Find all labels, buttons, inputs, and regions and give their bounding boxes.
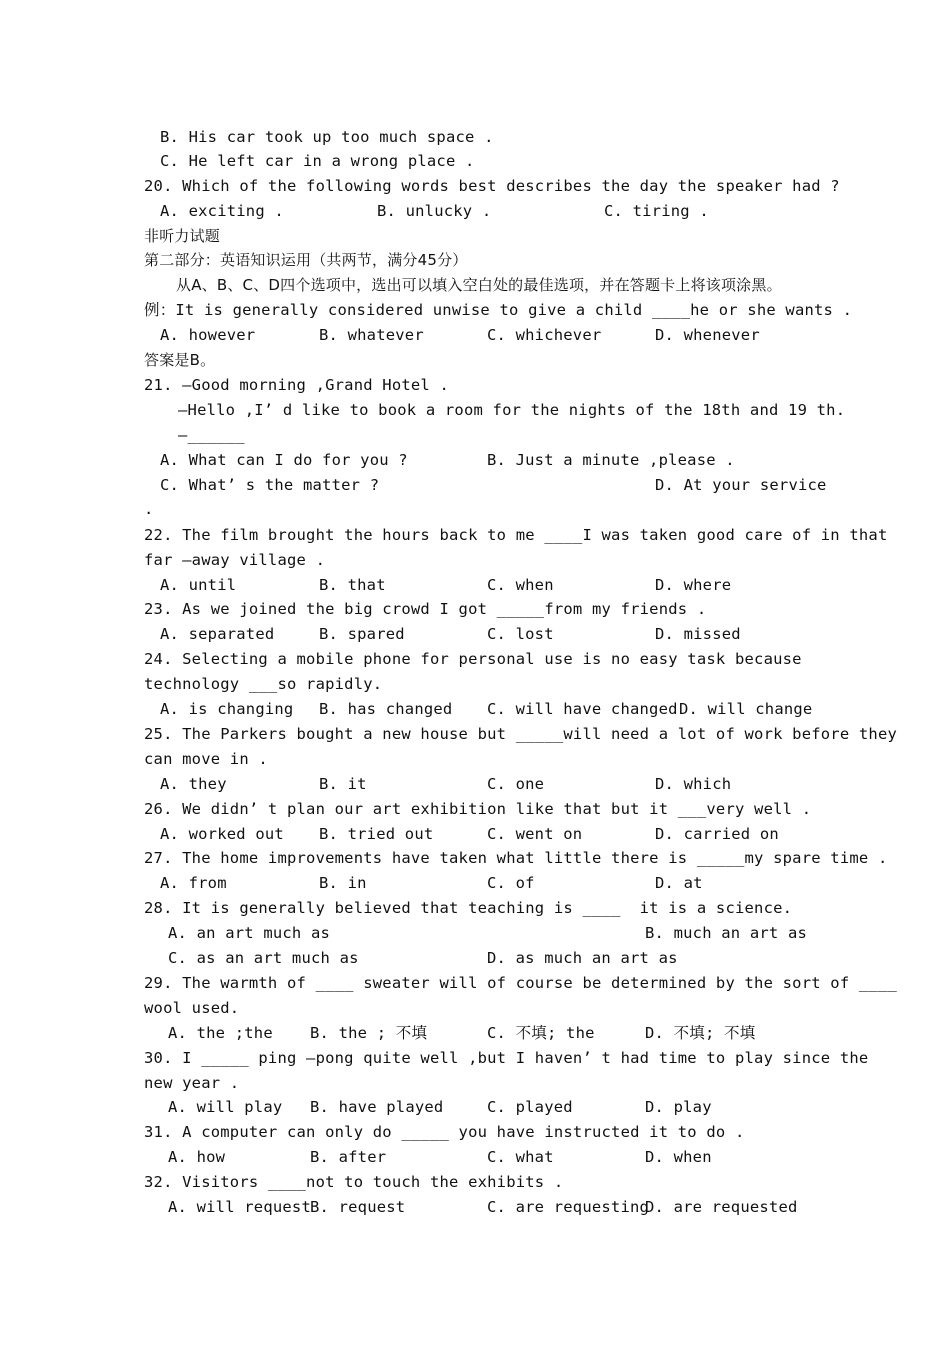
q22-option-c: C. when xyxy=(487,576,554,594)
q25-line1: 25. The Parkers bought a new house but _____will need a lot of work before they xyxy=(144,725,898,743)
q21-trail-row xyxy=(0,497,154,522)
q21-option-b: B. Just a minute ,please . xyxy=(487,451,735,469)
q27-option-d: D. at xyxy=(655,874,703,892)
q19-option-c: C. He left car in a wrong place . xyxy=(160,152,475,170)
q30-line1: 30. I _____ ping —pong quite well ,but I haven’ t had time to play since the xyxy=(144,1049,869,1067)
q20-stem-line xyxy=(0,174,840,199)
q21-line1-row xyxy=(0,373,450,398)
q32-options xyxy=(0,1195,798,1220)
q31-option-b: B. after xyxy=(310,1148,387,1166)
q21-line3-row xyxy=(0,423,245,448)
q28-options-ab xyxy=(0,921,808,946)
q26-stem: 26. We didn’ t plan our art exhibition like that but it ___very well . xyxy=(144,800,812,818)
example-answer: 答案是B。 xyxy=(144,351,216,369)
q24-options xyxy=(0,697,813,722)
q25-option-a: A. they xyxy=(160,775,227,793)
q30-option-a: A. will play xyxy=(168,1098,283,1116)
q26-option-a: A. worked out xyxy=(160,825,284,843)
q23-option-d: D. missed xyxy=(655,625,741,643)
q31-option-a: A. how xyxy=(168,1148,226,1166)
q21-option-c: C. What’ s the matter ? xyxy=(160,476,380,494)
q21-line2-row xyxy=(0,398,846,423)
q28-stem-row xyxy=(0,896,793,921)
q21-option-a: A. What can I do for you ? xyxy=(160,451,408,469)
q20-option-a: A. exciting . xyxy=(160,202,284,220)
q30-options xyxy=(0,1095,712,1120)
q20-stem: 20. Which of the following words best describes the day the speaker had ? xyxy=(144,177,840,195)
q31-option-d: D. when xyxy=(645,1148,712,1166)
q27-stem: 27. The home improvements have taken what little there is _____my spare time . xyxy=(144,849,888,867)
q21-line3: —______ xyxy=(178,426,245,444)
q27-options xyxy=(0,871,703,896)
q32-option-c: C. are requesting xyxy=(487,1198,650,1216)
q24-option-a: A. is changing xyxy=(160,700,294,718)
q27-option-b: B. in xyxy=(319,874,367,892)
q20-options xyxy=(0,199,709,224)
q21-options-ab xyxy=(0,448,735,473)
q32-stem: 32. Visitors ____not to touch the exhibits . xyxy=(144,1173,564,1191)
q27-option-c: C. of xyxy=(487,874,535,892)
q24-line1: 24. Selecting a mobile phone for personal use is no easy task because xyxy=(144,650,802,668)
q29-option-c: C. 不填; the xyxy=(487,1024,595,1042)
part2-title: 第二部分：英语知识运用（共两节，满分45分） xyxy=(144,251,468,269)
q24-option-b: B. has changed xyxy=(319,700,453,718)
q27-stem-row xyxy=(0,846,888,871)
q29-option-b: B. the ; 不填 xyxy=(310,1024,428,1042)
q22-line1: 22. The film brought the hours back to me ____I was taken good care of in that xyxy=(144,526,888,544)
q29-line1: 29. The warmth of ____ sweater will of course be determined by the sort of ____ xyxy=(144,974,898,992)
q29-line2: wool used. xyxy=(144,999,240,1017)
q30-option-d: D. play xyxy=(645,1098,712,1116)
q29-options xyxy=(0,1021,756,1046)
example-answer-line xyxy=(0,348,216,373)
q26-options xyxy=(0,822,779,847)
q22-options xyxy=(0,573,732,598)
section-heading: 非听力试题 xyxy=(144,227,221,245)
q31-stem-row xyxy=(0,1120,745,1145)
q25-option-b: B. it xyxy=(319,775,367,793)
q25-line1-row xyxy=(0,722,898,747)
q26-stem-row xyxy=(0,797,812,822)
q30-line2: new year . xyxy=(144,1074,240,1092)
q21-trail: . xyxy=(144,500,154,518)
q26-option-d: D. carried on xyxy=(655,825,779,843)
q28-option-b: B. much an art as xyxy=(645,924,808,942)
q24-line1-row xyxy=(0,647,802,672)
q22-option-a: A. until xyxy=(160,576,237,594)
q28-option-a: A. an art much as xyxy=(168,924,331,942)
example-option-b: B. whatever xyxy=(319,326,424,344)
q28-option-d: D. as much an art as xyxy=(487,949,678,967)
q30-option-b: B. have played xyxy=(310,1098,444,1116)
q22-line1-row xyxy=(0,523,888,548)
q22-option-b: B. that xyxy=(319,576,386,594)
q30-option-c: C. played xyxy=(487,1098,573,1116)
q24-option-c: C. will have changed xyxy=(487,700,678,718)
q31-stem: 31. A computer can only do _____ you have instructed it to do . xyxy=(144,1123,745,1141)
q28-stem: 28. It is generally believed that teaching is ____ it is a science. xyxy=(144,899,793,917)
q23-stem-row xyxy=(0,597,707,622)
q26-option-b: B. tried out xyxy=(319,825,434,843)
section-heading-line xyxy=(0,224,221,249)
q25-line2-row xyxy=(0,747,268,772)
q23-option-a: A. separated xyxy=(160,625,275,643)
q30-line2-row xyxy=(0,1071,240,1096)
example-options xyxy=(0,323,760,348)
q22-option-d: D. where xyxy=(655,576,732,594)
q25-line2: can move in . xyxy=(144,750,268,768)
q20-option-c: C. tiring . xyxy=(604,202,709,220)
q29-line2-row xyxy=(0,996,240,1021)
example-option-d: D. whenever xyxy=(655,326,760,344)
q19-option-b-line xyxy=(0,125,494,150)
q29-option-a: A. the ;the xyxy=(168,1024,273,1042)
q22-line2-row xyxy=(0,548,326,573)
q28-option-c: C. as an art much as xyxy=(168,949,359,967)
example-option-c: C. whichever xyxy=(487,326,602,344)
q27-option-a: A. from xyxy=(160,874,227,892)
instruction-line xyxy=(0,273,782,298)
q23-option-b: B. spared xyxy=(319,625,405,643)
q22-line2: far –away village . xyxy=(144,551,326,569)
q21-line2: —Hello ,I’ d like to book a room for the nights of the 18th and 19 th. xyxy=(178,401,846,419)
q31-options xyxy=(0,1145,712,1170)
part2-title-line xyxy=(0,248,468,273)
q25-option-c: C. one xyxy=(487,775,545,793)
q26-option-c: C. went on xyxy=(487,825,583,843)
q20-option-b: B. unlucky . xyxy=(377,202,492,220)
q23-stem: 23. As we joined the big crowd I got _____from my friends . xyxy=(144,600,707,618)
q32-stem-row xyxy=(0,1170,564,1195)
q32-option-d: D. are requested xyxy=(645,1198,798,1216)
q21-options-cd xyxy=(0,473,827,498)
q32-option-a: A. will request xyxy=(168,1198,311,1216)
q29-option-d: D. 不填; 不填 xyxy=(645,1024,756,1042)
q19-option-b: B. His car took up too much space . xyxy=(160,128,494,146)
q23-options xyxy=(0,622,741,647)
q28-options-cd xyxy=(0,946,678,971)
example-stem-line xyxy=(0,298,853,323)
example-stem: 例：It is generally considered unwise to give a child ____he or she wants . xyxy=(144,301,853,319)
q19-option-c-line xyxy=(0,149,475,174)
q32-option-b: B. request xyxy=(310,1198,406,1216)
instruction: 从A、B、C、D四个选项中，选出可以填入空白处的最佳选项，并在答题卡上将该项涂黑。 xyxy=(176,276,782,294)
q24-option-d: D. will change xyxy=(679,700,813,718)
q24-line2: technology ___so rapidly. xyxy=(144,675,383,693)
q25-option-d: D. which xyxy=(655,775,732,793)
q29-line1-row xyxy=(0,971,898,996)
q21-option-d: D. At your service xyxy=(655,476,827,494)
q21-line1: 21. —Good morning ,Grand Hotel . xyxy=(144,376,450,394)
q31-option-c: C. what xyxy=(487,1148,554,1166)
q23-option-c: C. lost xyxy=(487,625,554,643)
q25-options xyxy=(0,772,732,797)
q30-line1-row xyxy=(0,1046,869,1071)
q24-line2-row xyxy=(0,672,383,697)
example-option-a: A. however xyxy=(160,326,256,344)
